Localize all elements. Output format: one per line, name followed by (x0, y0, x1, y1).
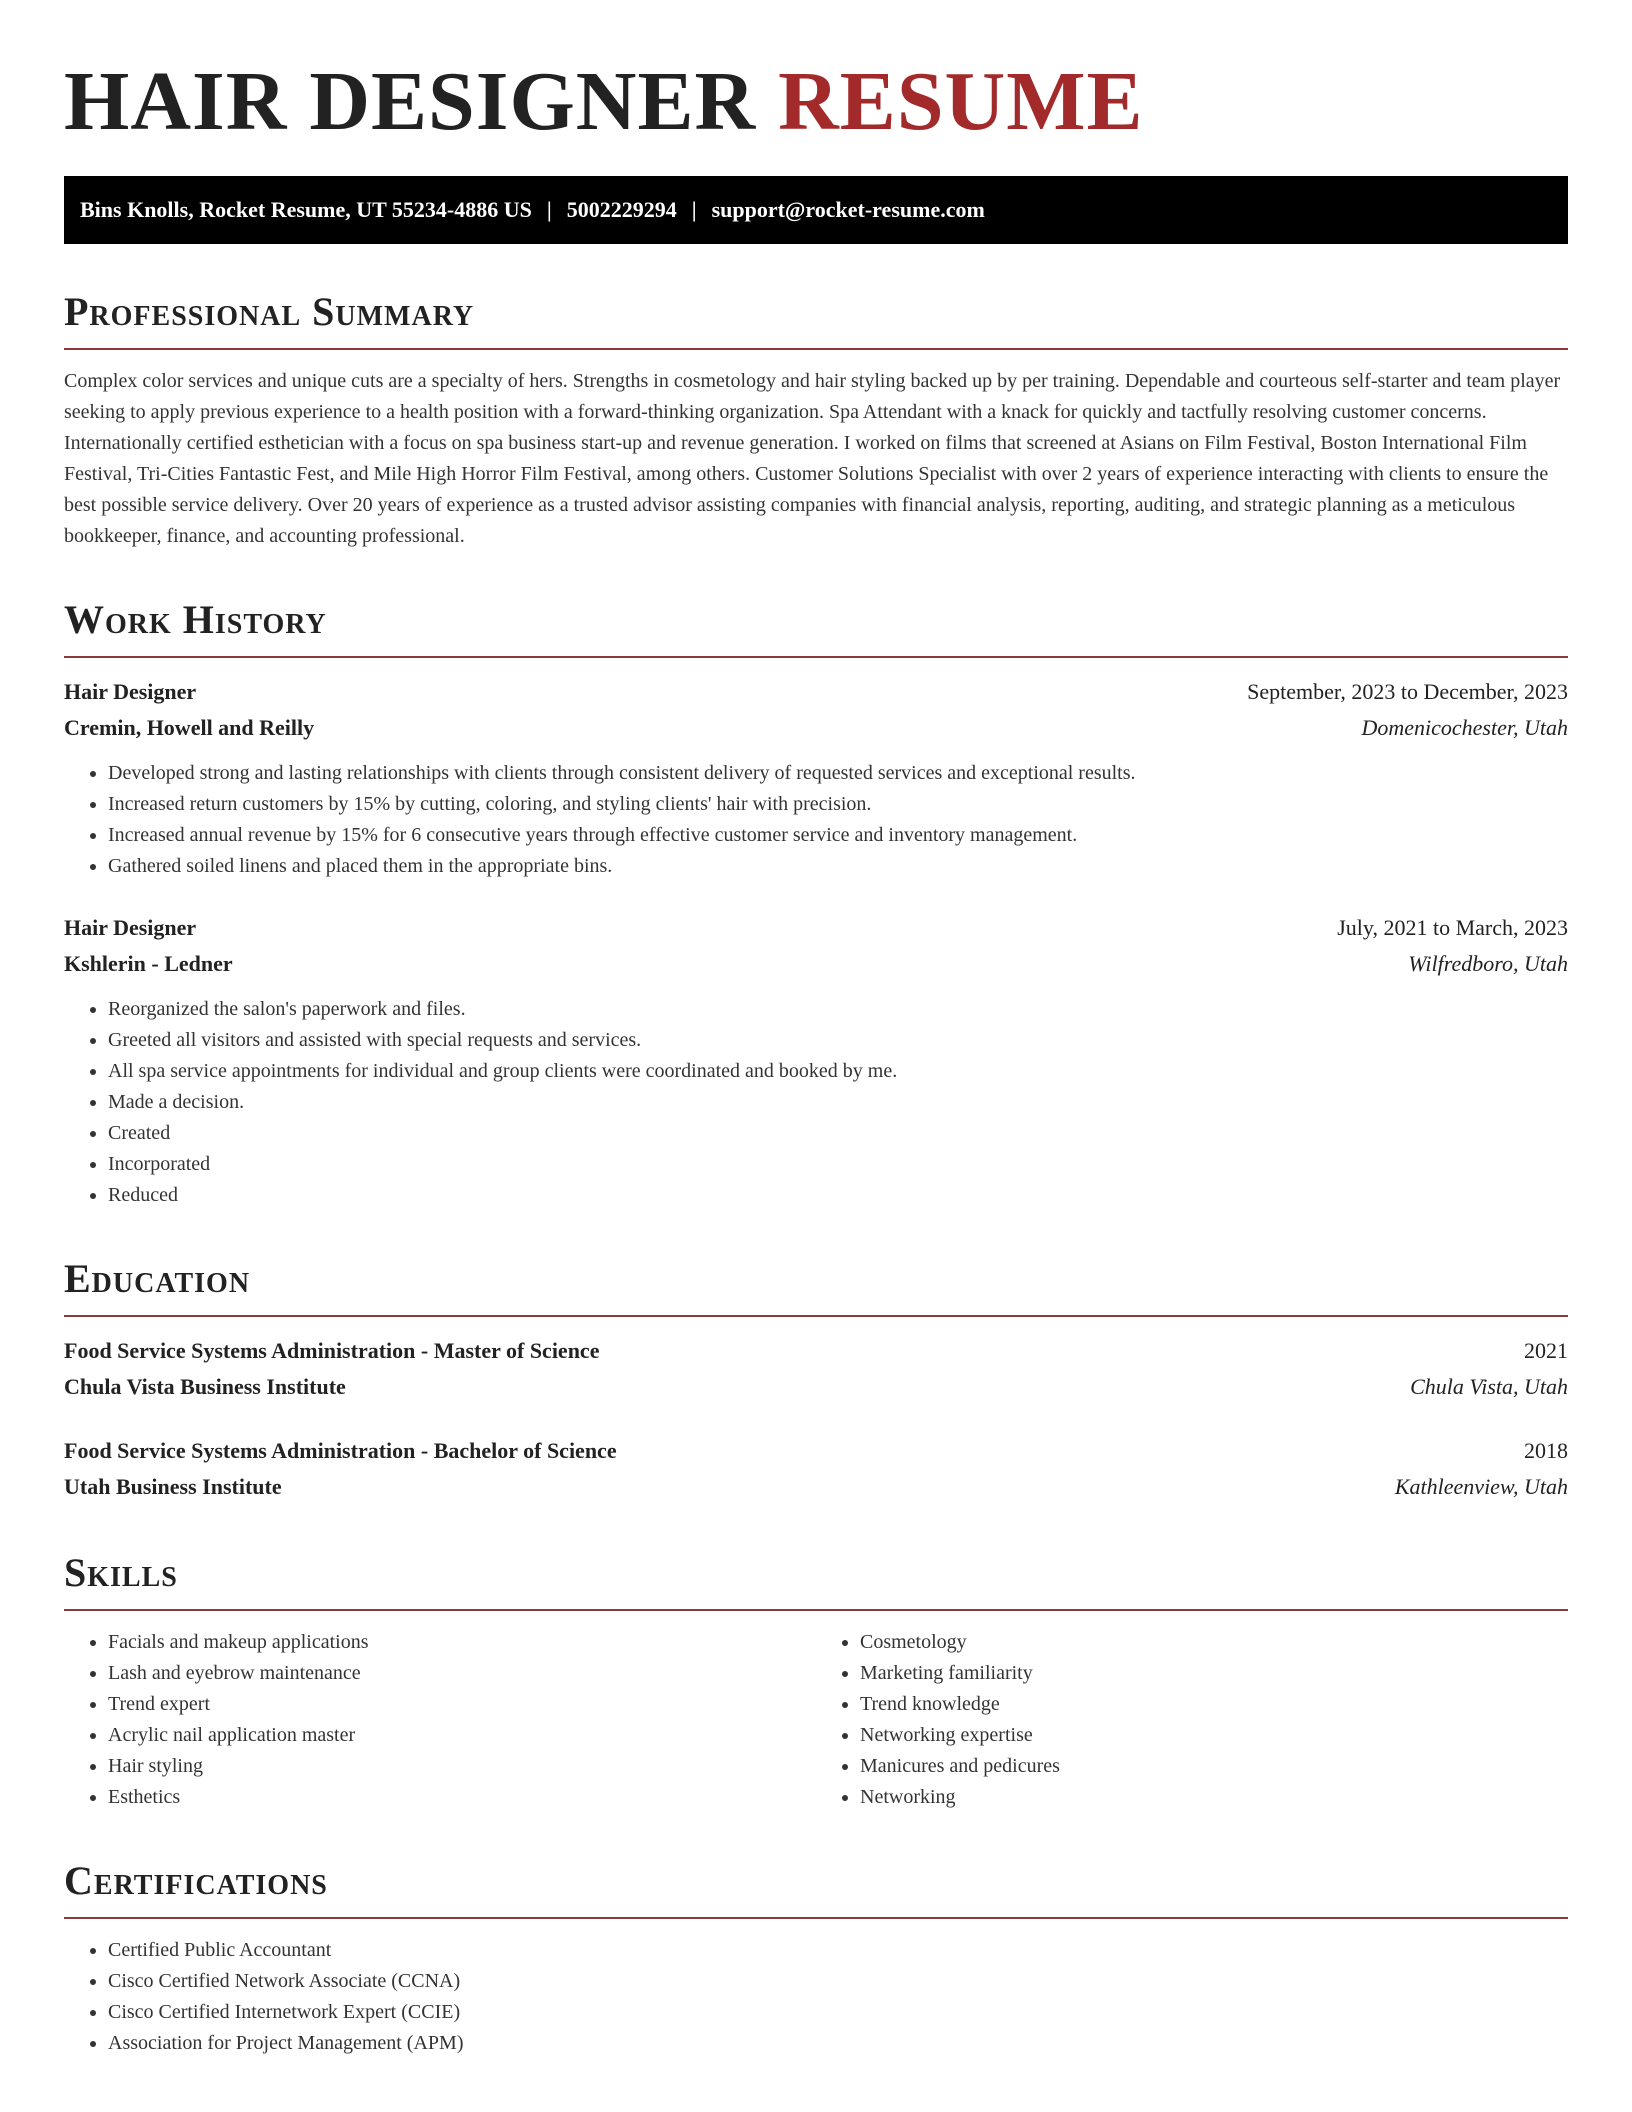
job-title: Hair Designer (64, 915, 197, 940)
education-school-row (64, 1469, 1568, 1505)
job-bullet: • Increased annual revenue by 15% for 6 consecutive years through effective customer service and inventory management. (108, 820, 1568, 851)
section-divider (64, 348, 1568, 350)
skills-section (64, 1549, 1568, 1813)
skills-columns (64, 1627, 1568, 1813)
section-heading-summary: Professional Summary (64, 289, 475, 334)
education-school-row (64, 1369, 1568, 1405)
contact-bar (64, 176, 1568, 244)
job-title: Hair Designer (64, 679, 197, 704)
education-year: 2018 (1524, 1438, 1568, 1463)
education-degree: Food Service Systems Administration - Master of Science (64, 1338, 600, 1363)
job-entry (64, 910, 1568, 1211)
section-heading-education: Education (64, 1256, 251, 1301)
job-dates: September, 2023 to December, 2023 (1247, 679, 1568, 704)
job-bullet: • Increased return customers by 15% by cutting, coloring, and styling clients' hair with precision. (108, 789, 1568, 820)
skill-item: • Trend expert (108, 1689, 816, 1720)
job-company: Kshlerin - Ledner (64, 951, 233, 976)
skill-item: • Networking (860, 1782, 1568, 1813)
work-history-section (64, 596, 1568, 1211)
section-heading-work: Work History (64, 597, 327, 642)
job-header-row (64, 910, 1568, 946)
section-divider (64, 1315, 1568, 1317)
resume-title (64, 52, 1568, 152)
skills-list-left (64, 1627, 816, 1813)
education-degree-row (64, 1433, 1568, 1469)
summary-section (64, 288, 1568, 552)
job-company-row (64, 946, 1568, 982)
title-accent: RESUME (778, 55, 1144, 148)
skill-item: • Hair styling (108, 1751, 816, 1782)
education-entry (64, 1333, 1568, 1405)
job-bullet: • Created (108, 1118, 1568, 1149)
job-dates: July, 2021 to March, 2023 (1337, 915, 1568, 940)
education-section (64, 1255, 1568, 1505)
contact-phone: 5002229294 (566, 197, 677, 222)
skills-list-right (816, 1627, 1568, 1813)
skill-item: • Facials and makeup applications (108, 1627, 816, 1658)
job-bullets (64, 994, 1568, 1211)
section-divider (64, 1917, 1568, 1919)
job-bullet: • Developed strong and lasting relationships with clients through consistent delivery of requested services and exceptional results. (108, 758, 1568, 789)
education-location: Kathleenview, Utah (1394, 1474, 1568, 1499)
job-location: Domenicochester, Utah (1361, 715, 1568, 740)
job-bullet: • Gathered soiled linens and placed them in the appropriate bins. (108, 851, 1568, 882)
education-entry (64, 1433, 1568, 1505)
contact-separator: | (546, 197, 552, 222)
education-school: Chula Vista Business Institute (64, 1374, 346, 1399)
skill-item: • Esthetics (108, 1782, 816, 1813)
skill-item: • Trend knowledge (860, 1689, 1568, 1720)
skill-item: • Manicures and pedicures (860, 1751, 1568, 1782)
certifications-list (64, 1935, 1568, 2059)
certification-item: • Cisco Certified Internetwork Expert (CCIE) (108, 1997, 1568, 2028)
title-main: HAIR DESIGNER (64, 55, 757, 148)
job-entry (64, 674, 1568, 882)
education-degree-row (64, 1333, 1568, 1369)
education-degree: Food Service Systems Administration - Bachelor of Science (64, 1438, 617, 1463)
job-bullet: • Greeted all visitors and assisted with special requests and services. (108, 1025, 1568, 1056)
certification-item: • Certified Public Accountant (108, 1935, 1568, 1966)
section-divider (64, 1609, 1568, 1611)
education-location: Chula Vista, Utah (1410, 1374, 1568, 1399)
job-location: Wilfredboro, Utah (1408, 951, 1568, 976)
summary-text: Complex color services and unique cuts are a specialty of hers. Strengths in cosmetology and hair styling backed up by per training. Dependable and courteous self-starter and team player seeking to apply previous experience to a health position with a forward-thinking organization. Spa Attendant with a knack for quickly and tactfully resolving customer concerns. Internationally certified esthetician with a focus on spa business start-up and revenue generation. I worked on films that screened at Asians on Film Festival, Boston International Film Festival, Tri-Cities Fantastic Fest, and Mile High Horror Film Festival, among others. Customer Solutions Specialist with over 2 years of experience interacting with clients to ensure the best possible service delivery. Over 20 years of experience as a trusted advisor assisting companies with financial analysis, reporting, auditing, and strategic planning as a meticulous bookkeeper, finance, and accounting professional. (64, 370, 1561, 547)
certifications-section (64, 1857, 1568, 2059)
job-bullet: • Incorporated (108, 1149, 1568, 1180)
skill-item: • Networking expertise (860, 1720, 1568, 1751)
certification-item: • Cisco Certified Network Associate (CCNA) (108, 1966, 1568, 1997)
job-bullet: • Reduced (108, 1180, 1568, 1211)
skill-item: • Acrylic nail application master (108, 1720, 816, 1751)
certification-item: • Association for Project Management (APM) (108, 2028, 1568, 2059)
job-bullet: • Made a decision. (108, 1087, 1568, 1118)
skill-item: • Cosmetology (860, 1627, 1568, 1658)
job-company: Cremin, Howell and Reilly (64, 715, 315, 740)
job-company-row (64, 710, 1568, 746)
contact-separator: | (691, 197, 697, 222)
job-header-row (64, 674, 1568, 710)
job-bullet: • Reorganized the salon's paperwork and files. (108, 994, 1568, 1025)
job-bullets (64, 758, 1568, 882)
section-heading-skills: Skills (64, 1550, 178, 1595)
job-bullet: • All spa service appointments for individual and group clients were coordinated and booked by me. (108, 1056, 1568, 1087)
contact-email[interactable]: support@rocket-resume.com (711, 197, 985, 222)
skill-item: • Marketing familiarity (860, 1658, 1568, 1689)
education-school: Utah Business Institute (64, 1474, 282, 1499)
skill-item: • Lash and eyebrow maintenance (108, 1658, 816, 1689)
section-heading-certifications: Certifications (64, 1858, 328, 1903)
education-year: 2021 (1524, 1338, 1568, 1363)
contact-address: Bins Knolls, Rocket Resume, UT 55234-4886 US (80, 197, 532, 222)
section-divider (64, 656, 1568, 658)
